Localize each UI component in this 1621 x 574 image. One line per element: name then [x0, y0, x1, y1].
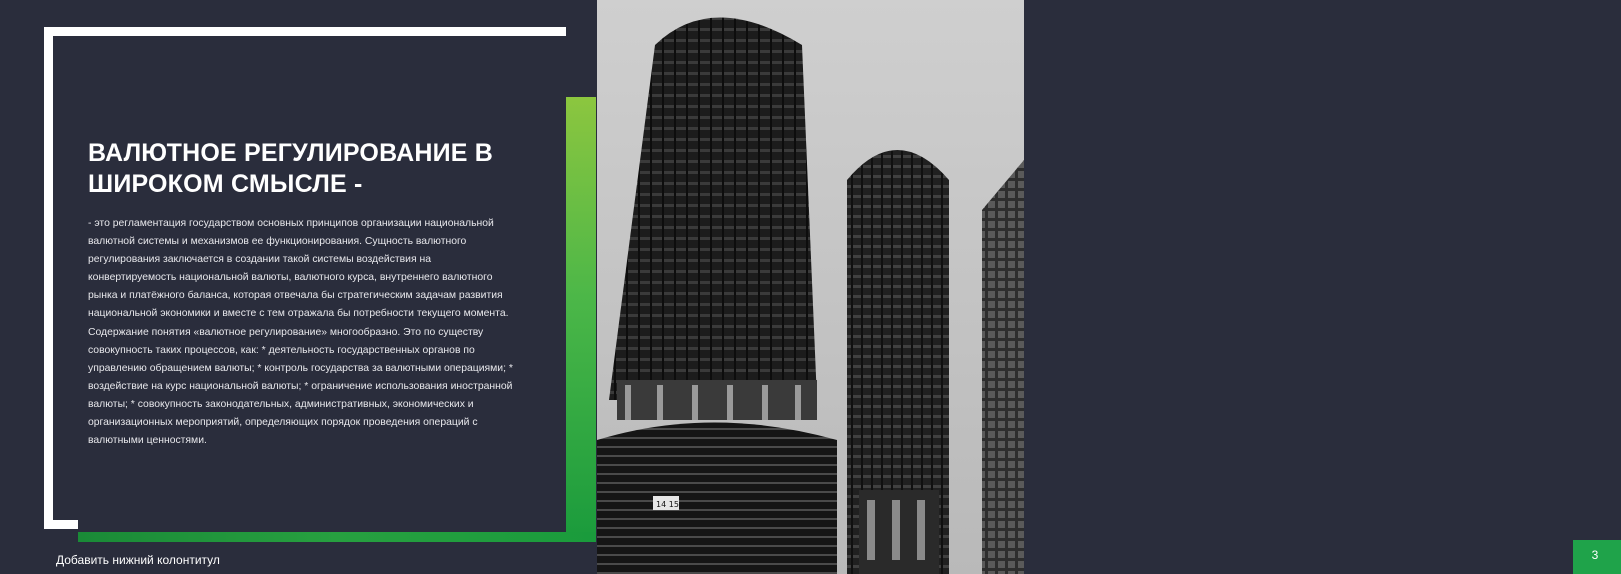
- garage-sign-text: 14 15: [656, 500, 679, 509]
- page-number-box: [1573, 540, 1621, 574]
- footer-placeholder[interactable]: Добавить нижний колонтитул: [56, 553, 220, 567]
- frame-left-bar: [44, 27, 53, 529]
- slide-title: ВАЛЮТНОЕ РЕГУЛИРОВАНИЕ В ШИРОКОМ СМЫСЛЕ -: [88, 139, 494, 198]
- frame-bottom-bar: [44, 520, 78, 529]
- building-photo: [597, 0, 1599, 574]
- page-number: 3: [1591, 548, 1599, 562]
- slide-body-text: - это регламентация государством основных принципов организации национальной валютной системы и механизмов ее функционирования. Сущность валютного регулирования заключается в создании такой системы воздействия на конвертируемость национальной валюты, валютного курса, внутреннего валютного рынка и платёжного баланса, которая отвечала бы стратегическим задачам развития национальной экономики и вместе с тем отражала бы потребности текущего момента. Содержание понятия «валютное регулирование» многообразно. Это по существу совокупность таких процессов, как: * деятельность государственных органов по управлению обращением валюты; * контроль государства за валютными операциями; * воздействие на курс национальной валюты; * ограничение использования иностранной валюты; * совокупность законодательных, административных, экономических и организационных мероприятий, определяющих порядок проведения операций с валютными ценностями.: [88, 218, 513, 447]
- green-accent-vertical: [566, 97, 596, 541]
- green-accent-bottom: [78, 532, 596, 542]
- frame-top-bar: [44, 27, 566, 36]
